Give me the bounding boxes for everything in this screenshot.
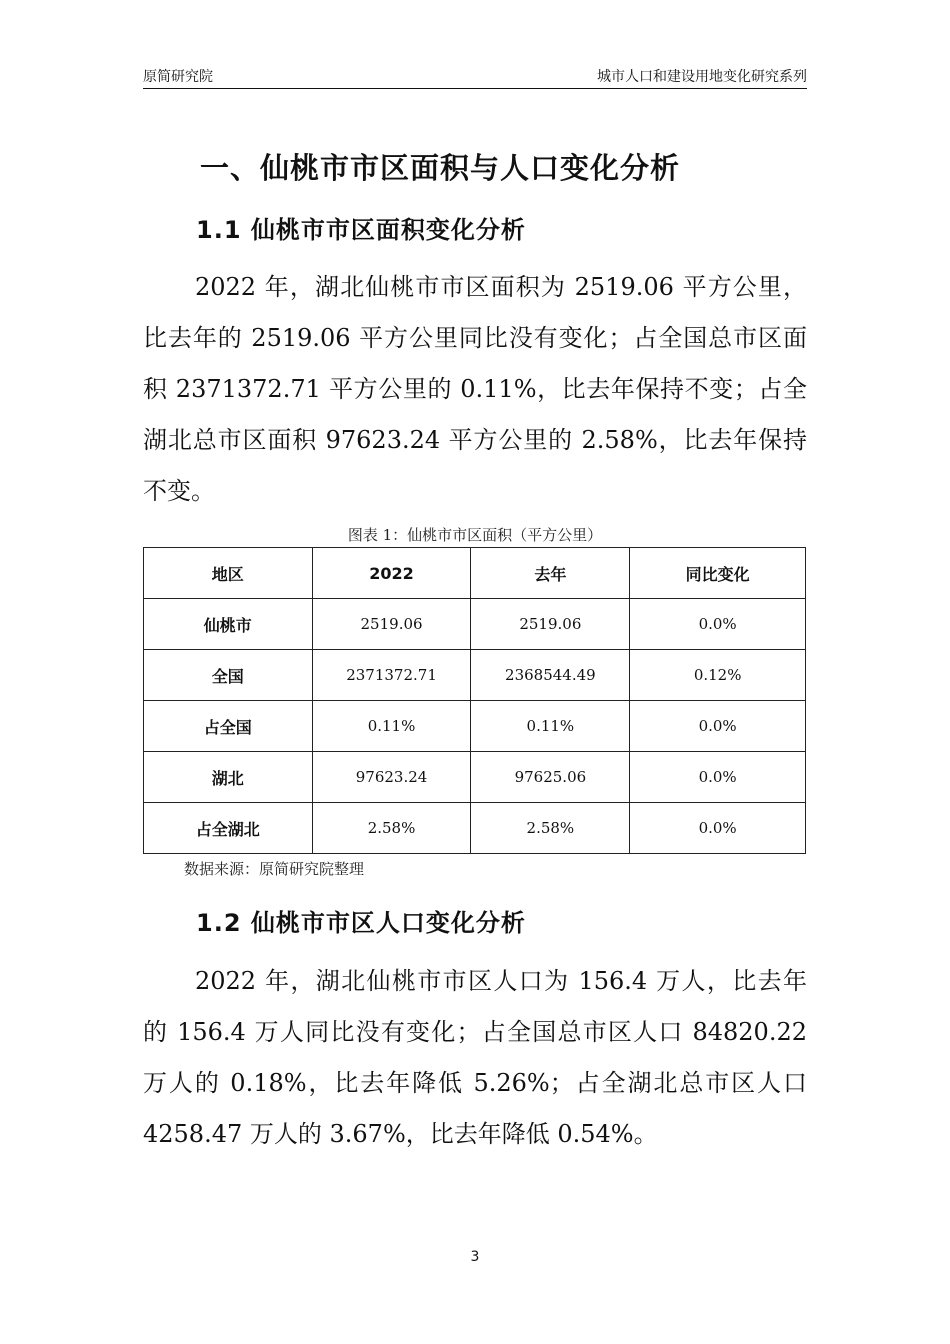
column-header: 地区 xyxy=(144,548,313,599)
table-row xyxy=(144,701,806,752)
paragraph-line: 不变。 xyxy=(143,477,215,505)
header-series-title: 城市人口和建设用地变化研究系列 xyxy=(597,69,807,85)
table-cell: 0.11% xyxy=(312,701,471,752)
table-source-note: 数据来源：原简研究院整理 xyxy=(184,860,365,878)
row-label: 湖北 xyxy=(144,752,313,803)
table-cell: 97623.24 xyxy=(312,752,471,803)
table-cell: 97625.06 xyxy=(471,752,630,803)
column-header: 去年 xyxy=(471,548,630,599)
table-cell: 2519.06 xyxy=(312,599,471,650)
row-label: 占全湖北 xyxy=(144,803,313,854)
area-table xyxy=(143,547,806,854)
paragraph-line: 湖北总市区面积 97623.24 平方公里的 2.58%，比去年保持 xyxy=(143,426,807,454)
section-heading-area: 1.1 仙桃市市区面积变化分析 xyxy=(196,216,526,244)
table-row xyxy=(144,803,806,854)
paragraph-line: 积 2371372.71 平方公里的 0.11%，比去年保持不变；占全 xyxy=(143,375,807,403)
table-row xyxy=(144,650,806,701)
table-cell: 2368544.49 xyxy=(471,650,630,701)
row-label: 仙桃市 xyxy=(144,599,313,650)
paragraph-line: 4258.47 万人的 3.67%，比去年降低 0.54%。 xyxy=(143,1120,658,1148)
table-cell: 0.12% xyxy=(630,650,806,701)
table-cell: 0.0% xyxy=(630,599,806,650)
page-header xyxy=(143,66,807,88)
table-row xyxy=(144,599,806,650)
table-cell: 0.11% xyxy=(471,701,630,752)
paragraph-line: 万人的 0.18%，比去年降低 5.26%；占全湖北总市区人口 xyxy=(143,1069,807,1097)
table-cell: 2.58% xyxy=(471,803,630,854)
column-header: 同比变化 xyxy=(630,548,806,599)
row-label: 全国 xyxy=(144,650,313,701)
paragraph-line: 2022 年，湖北仙桃市市区人口为 156.4 万人，比去年 xyxy=(195,967,807,995)
table-cell: 2.58% xyxy=(312,803,471,854)
table-cell: 0.0% xyxy=(630,752,806,803)
table-row xyxy=(144,752,806,803)
row-label: 占全国 xyxy=(144,701,313,752)
table-header-row xyxy=(144,548,806,599)
paragraph-line: 2022 年，湖北仙桃市市区面积为 2519.06 平方公里， xyxy=(195,273,807,301)
header-org-name: 原简研究院 xyxy=(143,69,213,85)
chapter-title: 一、仙桃市市区面积与人口变化分析 xyxy=(200,151,681,185)
table-caption: 图表 1：仙桃市市区面积（平方公里） xyxy=(347,526,603,544)
paragraph-line: 比去年的 2519.06 平方公里同比没有变化；占全国总市区面 xyxy=(143,324,807,352)
page-number: 3 xyxy=(470,1249,480,1265)
table-cell: 2371372.71 xyxy=(312,650,471,701)
area-paragraph xyxy=(143,262,807,517)
section-heading-population: 1.2 仙桃市市区人口变化分析 xyxy=(196,909,526,937)
paragraph-line: 的 156.4 万人同比没有变化；占全国总市区人口 84820.22 xyxy=(143,1018,807,1046)
column-header: 2022 xyxy=(312,548,471,599)
table-cell: 0.0% xyxy=(630,701,806,752)
header-divider xyxy=(143,88,807,89)
table-cell: 2519.06 xyxy=(471,599,630,650)
population-paragraph xyxy=(143,956,807,1160)
table-cell: 0.0% xyxy=(630,803,806,854)
